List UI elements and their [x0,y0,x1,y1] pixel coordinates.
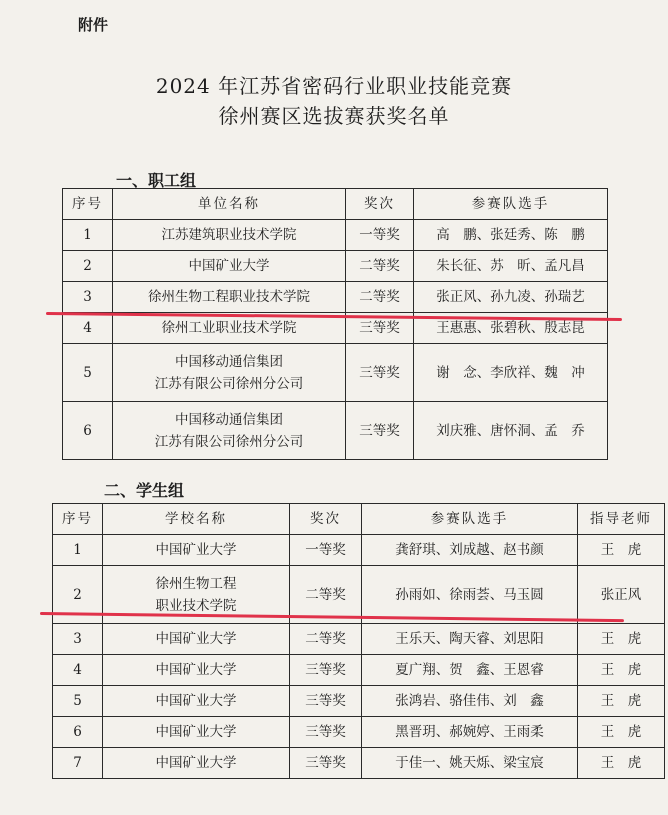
table-row [53,748,665,779]
row-award: 二等奖 [346,282,414,313]
table-row [63,344,608,402]
row-org: 徐州生物工程职业技术学院 [113,282,346,313]
row-school: 中国矿业大学 [103,686,290,717]
table-row [63,282,608,313]
row-teacher: 王 虎 [578,717,665,748]
student-group-table [52,503,665,779]
row-teacher: 王 虎 [578,535,665,566]
row-award: 三等奖 [290,655,362,686]
org-line: 江苏有限公司徐州分公司 [154,375,304,392]
row-school: 中国矿业大学 [103,655,290,686]
row-no: 4 [63,313,113,344]
row-players: 孙雨如、徐雨荟、马玉圆 [362,566,578,624]
header-school: 学校名称 [103,504,290,535]
org-line: 中国移动通信集团 [175,353,283,370]
row-players: 夏广翔、贺 鑫、王恩睿 [362,655,578,686]
row-players: 于佳一、姚天烁、梁宝宸 [362,748,578,779]
row-org: 江苏建筑职业技术学院 [113,220,346,251]
document-title-line1: 2024 年江苏省密码行业职业技能竞赛 [155,74,513,98]
row-award: 三等奖 [290,686,362,717]
table-row [63,402,608,460]
table-row [63,220,608,251]
school-line: 职业技术学院 [155,597,237,614]
header-players: 参赛队选手 [414,189,608,220]
row-school: 中国矿业大学 [103,535,290,566]
student-group-heading: 二、学生组 [104,481,185,500]
row-award: 三等奖 [346,402,414,460]
row-players: 朱长征、苏 昕、孟凡昌 [414,251,608,282]
header-award: 奖次 [346,189,414,220]
row-award: 一等奖 [290,535,362,566]
row-no: 5 [63,344,113,402]
row-players: 王惠惠、张碧秋、殷志昆 [414,313,608,344]
row-no: 2 [63,251,113,282]
row-school: 中国矿业大学 [103,748,290,779]
row-award: 二等奖 [290,566,362,624]
staff-group-table [62,188,608,460]
row-org: 徐州工业职业技术学院 [113,313,346,344]
row-org [113,344,346,402]
row-no: 2 [53,566,103,624]
row-players: 刘庆雅、唐怀洞、孟 乔 [414,402,608,460]
header-no: 序号 [53,504,103,535]
row-no: 7 [53,748,103,779]
table-row [53,535,665,566]
row-players: 龚舒琪、刘成越、赵书颜 [362,535,578,566]
header-teacher: 指导老师 [578,504,665,535]
row-award: 二等奖 [290,624,362,655]
row-no: 1 [63,220,113,251]
row-players: 张鸿岩、骆佳伟、刘 鑫 [362,686,578,717]
staff-group-heading: 一、职工组 [116,171,197,190]
row-no: 3 [63,282,113,313]
table-row [53,686,665,717]
row-players: 谢 念、李欣祥、魏 冲 [414,344,608,402]
row-org [113,402,346,460]
row-teacher: 王 虎 [578,748,665,779]
document-title-line2: 徐州赛区选拔赛获奖名单 [218,104,450,128]
row-teacher: 王 虎 [578,655,665,686]
row-no: 6 [63,402,113,460]
row-teacher: 王 虎 [578,624,665,655]
table-row [53,717,665,748]
row-no: 5 [53,686,103,717]
row-no: 6 [53,717,103,748]
row-teacher: 王 虎 [578,686,665,717]
row-players: 王乐天、陶天睿、刘思阳 [362,624,578,655]
row-no: 1 [53,535,103,566]
header-no: 序号 [63,189,113,220]
row-award: 三等奖 [290,717,362,748]
header-award: 奖次 [290,504,362,535]
row-players: 黑晋玥、郝婉婷、王雨柔 [362,717,578,748]
table-row [63,251,608,282]
row-award: 三等奖 [346,344,414,402]
row-teacher: 张正风 [578,566,665,624]
header-org: 单位名称 [113,189,346,220]
row-school: 中国矿业大学 [103,624,290,655]
table-row [53,655,665,686]
school-line: 徐州生物工程 [155,575,237,592]
row-school: 中国矿业大学 [103,717,290,748]
row-no: 3 [53,624,103,655]
row-org: 中国矿业大学 [113,251,346,282]
org-line: 江苏有限公司徐州分公司 [154,433,304,450]
org-line: 中国移动通信集团 [175,411,283,428]
row-players: 高 鹏、张廷秀、陈 鹏 [414,220,608,251]
row-award: 一等奖 [346,220,414,251]
row-players: 张正风、孙九凌、孙瑞艺 [414,282,608,313]
attachment-label: 附件 [78,16,109,34]
row-award: 三等奖 [290,748,362,779]
row-award: 三等奖 [346,313,414,344]
table-row [53,624,665,655]
row-award: 二等奖 [346,251,414,282]
header-players: 参赛队选手 [362,504,578,535]
row-no: 4 [53,655,103,686]
